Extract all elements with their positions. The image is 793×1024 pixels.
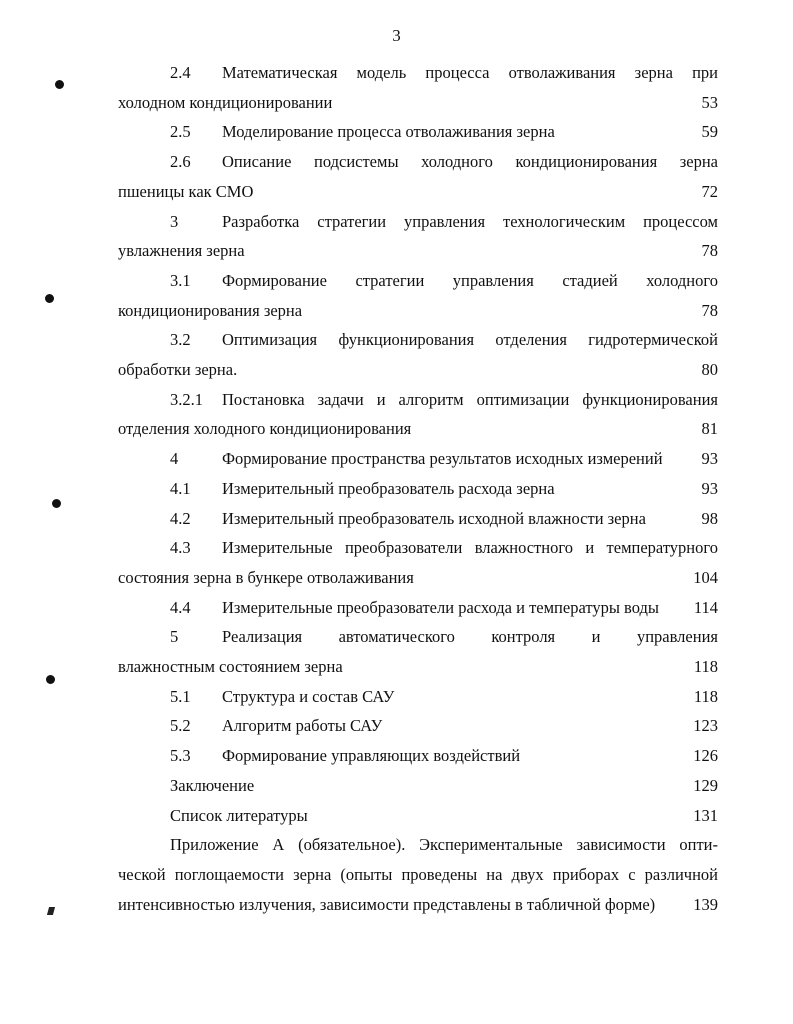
- toc-number: 3: [170, 211, 179, 231]
- punch-hole-mark: [55, 80, 64, 89]
- toc-entry-3: [118, 207, 718, 266]
- toc-entry-3-2-1: [118, 385, 718, 444]
- toc-title: Список литературы: [170, 805, 308, 825]
- toc-page: 78: [701, 241, 718, 261]
- toc-page: 93: [701, 478, 718, 498]
- toc-page: 53: [701, 92, 718, 112]
- toc-title: Постановка задачи и алгоритм оптимизации функционирования: [222, 389, 718, 409]
- toc-number: 5.2: [170, 716, 191, 736]
- toc-entry-5-2: [118, 711, 718, 741]
- toc-title: Структура и состав САУ: [222, 686, 395, 706]
- toc-page: 139: [693, 894, 718, 914]
- appendix-line-3: интенсивностью излучения, зависимости представлены в табличной форме): [118, 894, 656, 914]
- toc-number: 2.4: [170, 63, 191, 82]
- toc-page: 123: [693, 716, 718, 736]
- toc-entry-3-1: [118, 266, 718, 325]
- toc-number: 5.1: [170, 686, 191, 706]
- toc-number: 4.1: [170, 478, 191, 498]
- toc-page: 93: [701, 449, 718, 469]
- toc-page: 72: [701, 181, 718, 201]
- toc-page: 118: [693, 686, 718, 706]
- toc-entry-conclusion: [118, 771, 718, 801]
- toc-entry-2-5: [118, 117, 718, 147]
- toc-entry-2-4: [118, 58, 718, 117]
- toc-entry-4-4: [118, 593, 718, 623]
- toc-entry-2-6: [118, 147, 718, 206]
- toc-title: Заключение: [170, 775, 255, 795]
- toc-page: 78: [701, 300, 718, 320]
- toc-entry-4-2: [118, 504, 718, 534]
- toc-page: 129: [693, 775, 718, 795]
- toc-title-continuation: кондиционирования зерна: [118, 300, 303, 320]
- appendix-line-1: Приложение А (обязательное). Экспериментальные зависимости опти-: [170, 835, 718, 855]
- toc-entry-5-1: [118, 682, 718, 712]
- punch-hole-mark: [45, 294, 54, 303]
- toc-title-continuation: холодном кондиционировании: [118, 92, 333, 112]
- toc-title: Измерительный преобразователь исходной влажности зерна: [222, 508, 646, 528]
- toc-title-continuation: обработки зерна.: [118, 360, 238, 380]
- toc-title-continuation: состояния зерна в бункере отволаживания: [118, 567, 414, 587]
- toc-title-continuation: влажностным состоянием зерна: [118, 657, 343, 677]
- toc-number: 5.3: [170, 746, 191, 766]
- toc-number: 2.6: [170, 152, 191, 172]
- toc-entry-4-1: [118, 474, 718, 504]
- toc-entry-5-3: [118, 741, 718, 771]
- toc-page: 98: [701, 508, 718, 528]
- appendix-line-2: ческой поглощаемости зерна (опыты проведены на двух приборах с различной: [118, 864, 718, 884]
- toc-number: 2.5: [170, 122, 191, 142]
- toc-title: Оптимизация функционирования отделения гидротермической: [222, 330, 718, 350]
- toc-title: Измерительные преобразователи влажностного и температурного: [222, 538, 718, 558]
- toc-page: 80: [701, 360, 718, 380]
- toc-title: Формирование управляющих воздействий: [222, 746, 521, 766]
- toc-title: Формирование пространства результатов исходных измерений: [222, 449, 663, 469]
- punch-hole-mark: [52, 499, 61, 508]
- toc-title: Измерительный преобразователь расхода зерна: [222, 478, 555, 498]
- toc-title: Реализация автоматического контроля и управления: [222, 627, 718, 647]
- toc-entry-appendix: [118, 830, 718, 919]
- toc-number: 3.1: [170, 270, 191, 290]
- table-of-contents: [118, 58, 718, 919]
- toc-entry-5: [118, 622, 718, 681]
- toc-page: 118: [693, 657, 718, 677]
- toc-number: 5: [170, 627, 179, 647]
- toc-title: Измерительные преобразователи расхода и температуры воды: [222, 597, 659, 617]
- toc-title: Формирование стратегии управления стадией холодного: [222, 270, 718, 290]
- toc-title: Алгоритм работы САУ: [222, 716, 383, 736]
- toc-entry-references: [118, 801, 718, 831]
- toc-number: 3.2: [170, 330, 191, 350]
- toc-title: Моделирование процесса отволаживания зерна: [222, 122, 555, 142]
- toc-page: 104: [693, 567, 718, 587]
- toc-title: Описание подсистемы холодного кондиционирования зерна: [222, 152, 718, 172]
- toc-page: 114: [693, 597, 718, 617]
- page-number: 3: [392, 26, 401, 45]
- toc-title-continuation: пшеницы как СМО: [118, 181, 254, 201]
- toc-number: 4.3: [170, 538, 191, 558]
- toc-page: 81: [701, 419, 718, 439]
- toc-entry-3-2: [118, 325, 718, 384]
- toc-title: Разработка стратегии управления технологическим процессом: [222, 211, 718, 231]
- toc-number: 4.4: [170, 597, 191, 617]
- scan-artifact-mark: [47, 907, 55, 915]
- toc-title-continuation: отделения холодного кондиционирования: [118, 419, 412, 439]
- toc-number: 3.2.1: [170, 389, 203, 409]
- toc-page: 131: [693, 805, 718, 825]
- toc-entry-4: [118, 444, 718, 474]
- toc-number: 4.2: [170, 508, 191, 528]
- toc-number: 4: [170, 449, 179, 469]
- toc-page: 59: [701, 122, 718, 142]
- toc-title-continuation: увлажнения зерна: [118, 241, 245, 261]
- punch-hole-mark: [46, 675, 55, 684]
- toc-entry-4-3: [118, 533, 718, 592]
- toc-title: Математическая модель процесса отволаживания зерна при: [222, 63, 718, 82]
- toc-page: 126: [693, 746, 718, 766]
